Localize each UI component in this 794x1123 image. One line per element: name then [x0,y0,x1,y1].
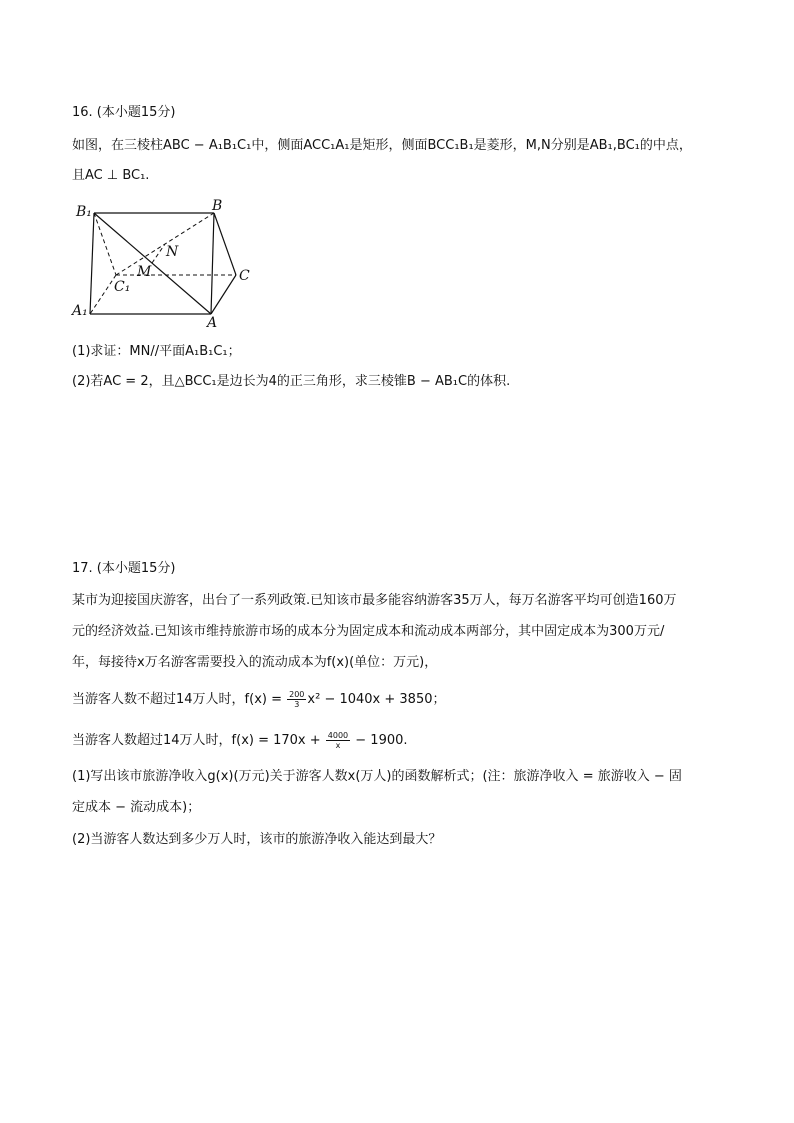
case1-frac-den: 3 [294,700,300,709]
q16-part1: (1)求证：MN//平面A₁B₁C₁； [72,344,241,359]
q17-part2: (2)当游客人数达到多少万人时，该市的旅游净收入能达到最大？ [72,832,442,847]
q16-part2: (2)若AC = 2，且△BCC₁是边长为4的正三角形，求三棱锥B − AB₁C的体积. [72,374,511,389]
q16-header: 16. (本小题15分) [72,105,176,120]
case1-frac-num: 200 [289,690,305,699]
case2-suffix: − 1900. [351,733,408,748]
case2-frac-den: x [335,741,341,750]
q17-header: 17. (本小题15分) [72,561,176,576]
case2-fraction [326,731,350,750]
label-C1: C₁ [114,279,131,295]
q17-case2 [72,731,408,751]
label-C: C [239,268,250,284]
q16-stem-line2: 且AC ⊥ BC₁. [72,168,150,183]
q17-line3: 年，每接待x万名游客需要投入的流动成本为f(x)(单位：万元)， [72,655,438,670]
case1-suffix: x² − 1040x + 3850； [307,692,446,707]
q17-case1 [72,690,446,710]
case1-prefix: 当游客人数不超过14万人时，f(x) = [72,692,287,707]
label-M: M [137,264,152,280]
q17-line1: 某市为迎接国庆游客，出台了一系列政策.已知该市最多能容纳游客35万人，每万名游客平均可创造160万 [72,593,677,608]
label-A: A [207,315,218,331]
q16-stem-line1: 如图，在三棱柱ABC − A₁B₁C₁中，侧面ACC₁A₁是矩形，侧面BCC₁B₁是菱形，M,N分别是AB₁,BC₁的中点， [72,138,692,153]
prism-figure [70,196,270,331]
label-A1: A₁ [72,303,88,319]
case1-fraction [287,690,306,709]
q17-line2: 元的经济效益.已知该市维持旅游市场的成本分为固定成本和流动成本两部分，其中固定成本为300万元/ [72,624,665,639]
case2-frac-num: 4000 [327,731,349,740]
label-N: N [166,244,179,260]
case2-prefix: 当游客人数超过14万人时，f(x) = 170x + [72,733,325,748]
label-B1: B₁ [76,204,92,220]
q17-part1-line1: (1)写出该市旅游净收入g(x)(万元)关于游客人数x(万人)的函数解析式；(注：旅游净收入 = 旅游收入 − 固 [72,769,682,784]
q17-part1-line2: 定成本 − 流动成本)； [72,800,201,815]
label-B: B [212,198,223,214]
